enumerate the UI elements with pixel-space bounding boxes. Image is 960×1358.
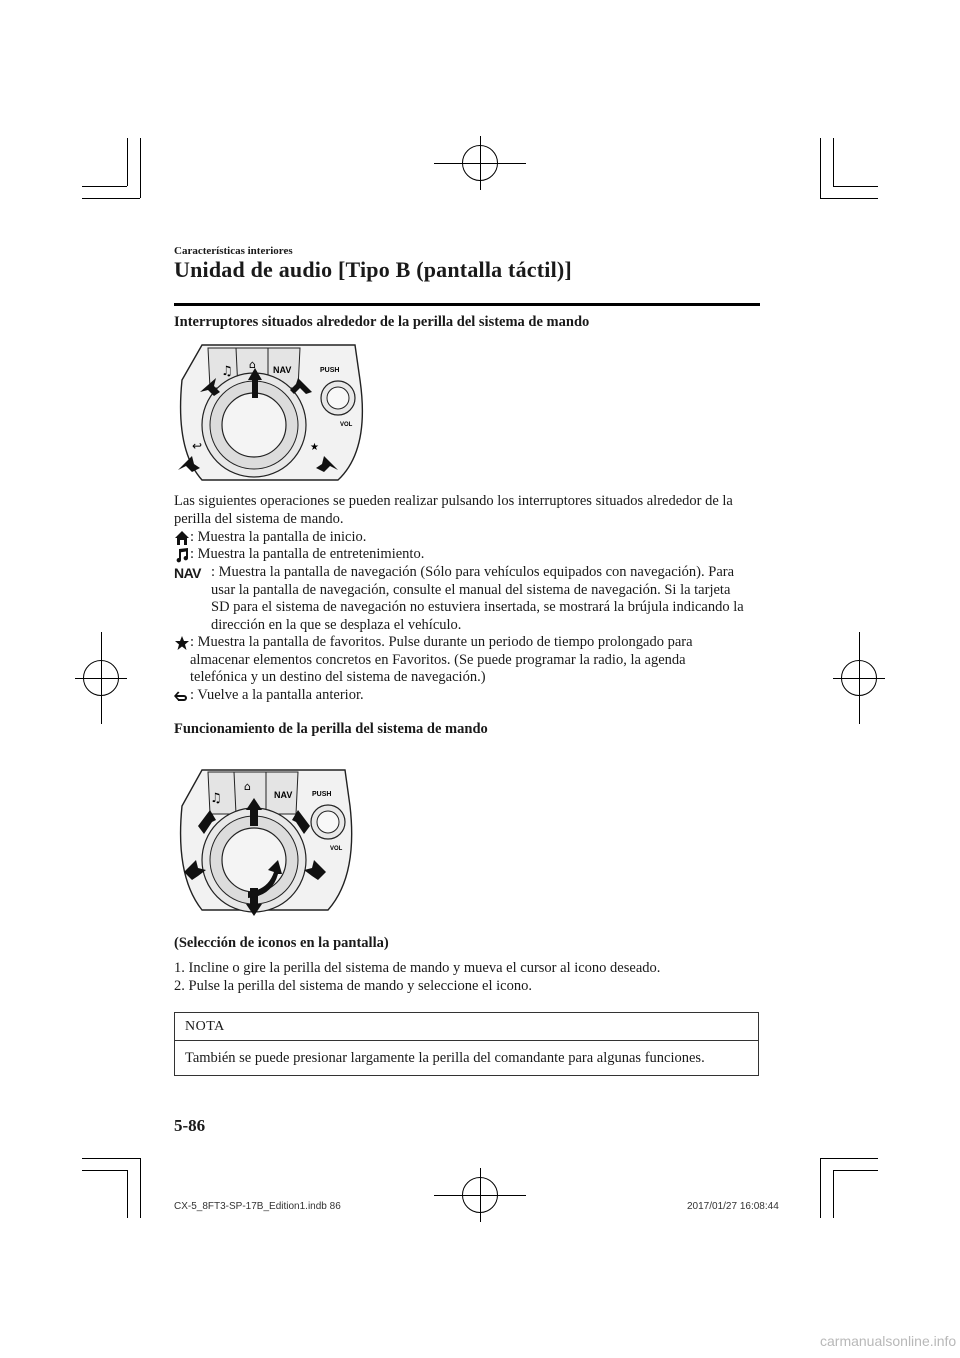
list-item-entertainment [174,546,760,564]
section-heading-knob: Funcionamiento de la perilla del sistema de mando [174,721,488,737]
title-divider [174,303,760,306]
svg-text:↩: ↩ [192,439,203,453]
note-title: NOTA [185,1019,225,1034]
navigation-description: : Muestra la pantalla de navegación (Sólo para vehículos equipados con navegación). Para usar la pantalla de navegación, consulte el manual del sistema de navegación. Si la tarjeta SD para el sistema de navegación no estuviera insertada, se mostrará la brújula indicando la dirección en la que se desplaza el vehículo. [211,564,744,633]
section-label: Características interiores [174,245,293,257]
step-1: 1. Incline o gire la perilla del sistema de mando y mueva el cursor al icono deseado. [174,960,661,976]
home-description: : Muestra la pantalla de inicio. [190,529,367,545]
svg-text:NAV: NAV [274,790,293,800]
svg-text:PUSH: PUSH [320,367,340,374]
list-item-favorites [174,634,760,687]
home-icon [174,530,190,546]
back-description: : Vuelve a la pantalla anterior. [190,687,364,703]
subheading-icon-selection: (Selección de iconos en la pantalla) [174,935,389,951]
svg-text:VOL: VOL [340,422,353,428]
note-box [174,1012,759,1076]
note-text: También se puede presionar largamente la perilla del comandante para algunas funciones. [185,1050,705,1066]
note-header [175,1013,758,1041]
intro-paragraph: Las siguientes operaciones se pueden realizar pulsando los interruptores situados alrededor de la perilla del sistema de mando. [174,493,733,527]
watermark: carmanualsonline.info [820,1333,957,1349]
favorites-description: : Muestra la pantalla de favoritos. Pulse durante un periodo de tiempo prolongado para almacenar elementos concretos en Favoritos. (Se puede programar la radio, la agenda telefónica y un destino del sistema de navegación.) [190,634,693,685]
svg-text:PUSH: PUSH [312,791,332,798]
page-title: Unidad de audio [Tipo B (pantalla táctil)] [174,257,572,282]
section-heading-switches: Interruptores situados alrededor de la perilla del sistema de mando [174,314,590,330]
svg-text:NAV: NAV [273,365,292,375]
commander-switch-illustration [170,340,370,490]
svg-text:♫: ♫ [210,791,222,806]
commander-knob-illustration [170,764,360,920]
footer-timestamp: 2017/01/27 16:08:44 [687,1201,779,1212]
back-icon [174,688,190,704]
list-item-back [174,687,760,705]
footer-filename: CX-5_8FT3-SP-17B_Edition1.indb 86 [174,1201,341,1212]
list-item-home [174,529,760,547]
list-item-navigation [174,564,760,634]
music-note-icon [174,547,190,563]
star-icon [174,635,190,651]
svg-text:⌂: ⌂ [249,358,256,371]
entertainment-description: : Muestra la pantalla de entretenimiento. [190,546,425,562]
step-2: 2. Pulse la perilla del sistema de mando y seleccione el icono. [174,978,532,994]
svg-text:♫: ♫ [221,364,233,379]
svg-text:⌂: ⌂ [244,780,251,793]
page-number: 5-86 [174,1116,206,1135]
svg-text:VOL: VOL [330,846,343,852]
svg-text:★: ★ [310,442,319,453]
nav-icon: NAV [174,565,202,581]
